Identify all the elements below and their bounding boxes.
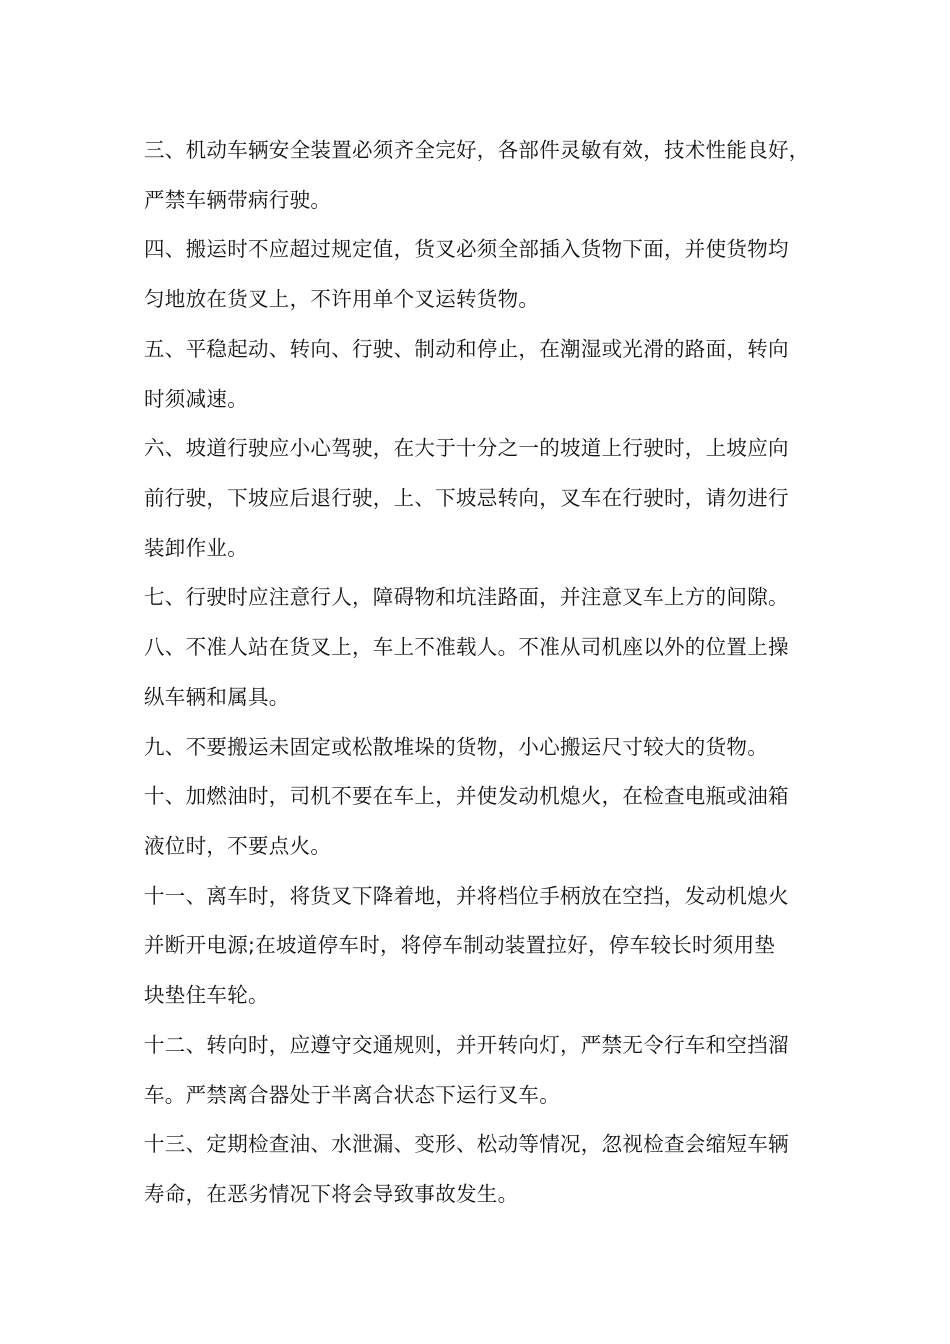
text-line: 三、机动车辆安全装置必须齐全完好，各部件灵敏有效，技术性能良好， (144, 138, 810, 162)
text-line: 九、不要搬运未固定或松散堆垛的货物，小心搬运尺寸较大的货物。 (144, 735, 768, 759)
text-line: 十一、离车时，将货叉下降着地，并将档位手柄放在空挡，发动机熄火 (144, 884, 789, 908)
text-line: 八、不准人站在货叉上，车上不准载人。不准从司机座以外的位置上操 (144, 635, 789, 659)
text-line: 装卸作业。 (144, 536, 248, 560)
text-line: 块垫住车轮。 (144, 983, 269, 1007)
text-line: 前行驶，下坡应后退行驶，上、下坡忌转向，叉车在行驶时，请勿进行 (144, 486, 789, 510)
text-line: 并断开电源;在坡道停车时，将停车制动装置拉好，停车较长时须用垫 (144, 933, 776, 957)
text-line: 纵车辆和属具。 (144, 685, 290, 709)
text-line: 七、行驶时应注意行人，障碍物和坑洼路面，并注意叉车上方的间隙。 (144, 585, 789, 609)
text-line: 时须减速。 (144, 387, 248, 411)
text-line: 液位时，不要点火。 (144, 834, 332, 858)
text-line: 车。严禁离合器处于半离合状态下运行叉车。 (144, 1083, 560, 1107)
text-line: 五、平稳起动、转向、行驶、制动和停止，在潮湿或光滑的路面，转向 (144, 337, 789, 361)
text-line: 十三、定期检查油、水泄漏、变形、松动等情况，忽视检查会缩短车辆 (144, 1132, 789, 1156)
text-line: 匀地放在货叉上，不许用单个叉运转货物。 (144, 287, 540, 311)
text-line: 六、坡道行驶应小心驾驶，在大于十分之一的坡道上行驶时，上坡应向 (144, 436, 789, 460)
text-line: 四、搬运时不应超过规定值，货叉必须全部插入货物下面，并使货物均 (144, 237, 789, 261)
text-line: 十二、转向时，应遵守交通规则，并开转向灯，严禁无令行车和空挡溜 (144, 1033, 789, 1057)
text-line: 寿命，在恶劣情况下将会导致事故发生。 (144, 1182, 519, 1206)
text-line: 严禁车辆带病行驶。 (144, 188, 332, 212)
text-line: 十、加燃油时，司机不要在车上，并使发动机熄火，在检查电瓶或油箱 (144, 784, 789, 808)
